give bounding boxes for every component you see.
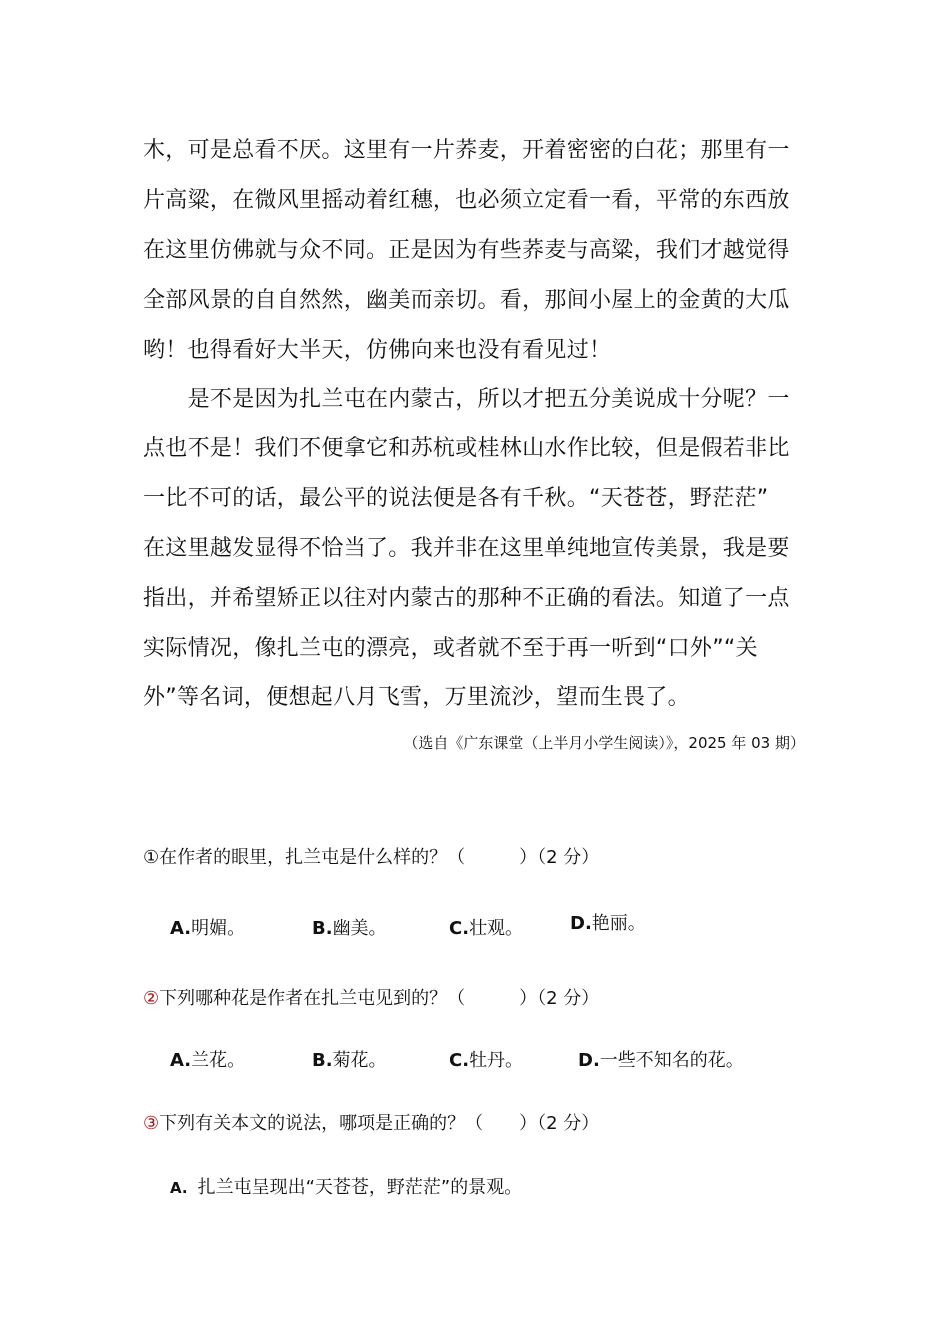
source-citation: （选自《广东课堂（上半月小学生阅读）》，2025 年 03 期） xyxy=(403,734,805,752)
option-d[interactable]: D.艳丽。 xyxy=(570,913,646,934)
question-3 xyxy=(143,1112,599,1136)
option-c[interactable]: C.壮观。 xyxy=(449,918,524,939)
question-2 xyxy=(143,987,599,1011)
question-number: ① xyxy=(143,847,160,868)
passage-line: 指出，并希望矫正以往对内蒙古的那种不正确的看法。知道了一点 xyxy=(143,586,790,611)
passage-line: 点也不是！我们不便拿它和苏杭或桂林山水作比较，但是假若非比 xyxy=(143,436,790,461)
question-text: 下列有关本文的说法，哪项是正确的？（ ）（2 分） xyxy=(159,1113,600,1134)
option-b[interactable]: B.菊花。 xyxy=(312,1050,387,1071)
passage-line: 是不是因为扎兰屯在内蒙古，所以才把五分美说成十分呢？一 xyxy=(143,387,790,412)
passage-line: 一比不可的话，最公平的说法便是各有千秋。“天苍苍，野茫茫” xyxy=(143,486,769,511)
option-d[interactable]: D.一些不知名的花。 xyxy=(578,1050,744,1071)
passage-line: 实际情况，像扎兰屯的漂亮，或者就不至于再一听到“口外”“关 xyxy=(143,636,758,661)
passage-line: 木，可是总看不厌。这里有一片荞麦，开着密密的白花；那里有一 xyxy=(143,138,790,163)
option-a[interactable]: A. 扎兰屯呈现出“天苍苍，野茫茫”的景观。 xyxy=(170,1177,523,1198)
option-b[interactable]: B.幽美。 xyxy=(312,918,387,939)
passage-line: 在这里越发显得不恰当了。我并非在这里单纯地宣传美景，我是要 xyxy=(143,536,790,561)
question-text: 下列哪种花是作者在扎兰屯见到的？（ ）（2 分） xyxy=(159,988,600,1009)
question-number: ③ xyxy=(143,1113,160,1134)
passage-line: 哟！也得看好大半天，仿佛向来也没有看见过！ xyxy=(143,338,612,363)
passage-line: 片高粱，在微风里摇动着红穗，也必须立定看一看，平常的东西放 xyxy=(143,188,790,213)
passage-line: 在这里仿佛就与众不同。正是因为有些荞麦与高粱，我们才越觉得 xyxy=(143,238,790,263)
question-1 xyxy=(143,846,599,870)
question-text: 在作者的眼里，扎兰屯是什么样的？（ ）（2 分） xyxy=(159,847,600,868)
passage-line: 外”等名词，便想起八月飞雪，万里流沙，望而生畏了。 xyxy=(143,685,690,710)
option-a[interactable]: A.兰花。 xyxy=(170,1050,246,1071)
passage-line: 全部风景的自自然然，幽美而亲切。看，那间小屋上的金黄的大瓜 xyxy=(143,288,790,313)
question-number: ② xyxy=(143,988,160,1009)
option-a[interactable]: A.明媚。 xyxy=(170,918,246,939)
option-c[interactable]: C.牡丹。 xyxy=(449,1050,524,1071)
